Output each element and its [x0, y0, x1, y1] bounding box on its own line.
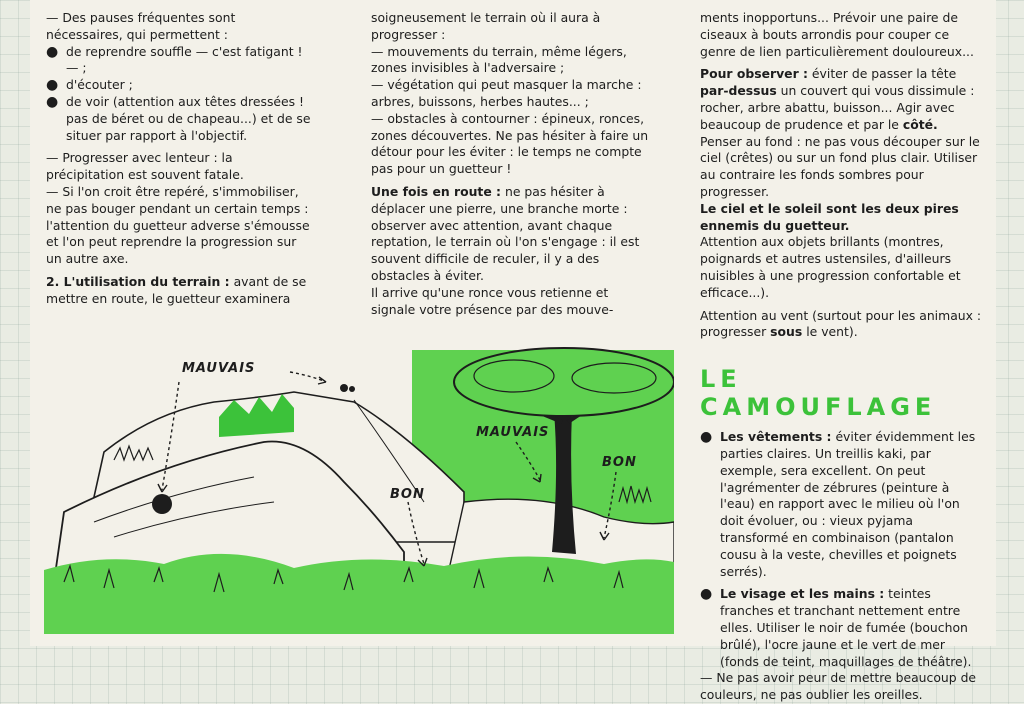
bullet-icon: ●	[46, 43, 59, 60]
label-mauvais: MAUVAIS	[182, 361, 256, 376]
paragraph: — Progresser avec lenteur : la précipitation est souvent fatale.	[46, 150, 244, 183]
paragraph-observer: Pour observer : éviter de passer la tête par-dessus un couvert qui vous dissimule : rocher, arbre abattu, buisson... Agir avec beaucoup de prudence et par le côté. Penser au fond : ne pas vous découper sur le ciel (crêtes) ou sur un fond plus clair. Utiliser au contraire les fonds sombres pour progresser.	[700, 66, 980, 199]
bullet-icon: ●	[46, 93, 59, 110]
paragraph: — Ne pas avoir peur de mettre beaucoup de couleurs, ne pas oublier les oreilles.	[700, 670, 977, 703]
paragraph-en-route: Une fois en route : ne pas hésiter à déplacer une pierre, une branche morte : observer avec attention, avant chaque reptation, le terrain où l'on s'engage : il est souvent difficile de reculer, il y a des obstacles à éviter.	[371, 183, 640, 283]
column-right	[700, 10, 982, 704]
section-title-terrain: 2. L'utilisation du terrain :	[46, 273, 230, 289]
paragraph: Il arrive qu'une ronce vous retienne et signale votre présence par des mouve-	[371, 284, 614, 317]
arrow	[290, 372, 326, 382]
paragraph: — végétation qui peut masquer la marche : arbres, buissons, herbes hautes... ;	[371, 77, 642, 109]
bullet-item: ● de reprendre souffle — c'est fatigant ! — ;	[46, 43, 303, 76]
rock	[152, 494, 172, 514]
paragraph: — mouvements du terrain, même légers, zones invisibles à l'adversaire ;	[371, 43, 627, 76]
paragraph: — Si l'on croit être repéré, s'immobiliser, ne pas bouger pendant un certain temps : l'attention du guetteur adverse s'émousse et l'on peut reprendre la progression sur un autre axe.	[46, 183, 310, 267]
foreground-grass	[44, 554, 674, 634]
bullet-icon: ●	[700, 586, 713, 603]
label-mauvais: MAUVAIS	[476, 425, 550, 440]
paragraph-vent: Attention au vent (surtout pour les animaux : progresser sous le vent).	[700, 307, 982, 340]
magazine-page	[30, 0, 996, 703]
label-bon: BON	[390, 487, 425, 502]
bullet-item: ● de voir (attention aux têtes dressées ! pas de béret ou de chapeau...) et de se situer par rapport à l'objectif.	[46, 93, 311, 143]
paragraph: — obstacles à contourner : épineux, ronces, zones découvertes. Ne pas hésiter à faire un détour pour les éviter : le temps ne compte pas pour un guetteur !	[371, 110, 649, 177]
column-left	[46, 10, 312, 308]
column-middle	[371, 10, 655, 318]
bullet-icon: ●	[46, 77, 59, 94]
lookout-figure	[340, 384, 348, 392]
bullet-item: ● Le visage et les mains : teintes franches et tranchant nettement entre elles. Utiliser le noir de fumée (bouchon brûlé), l'ocre jaune et le vert de mer (fonds de teint, maquillages de théâtre).	[700, 586, 972, 669]
paragraph-bold-warning: Le ciel et le soleil sont les deux pires ennemis du guetteur.	[700, 200, 959, 233]
terrain-illustration	[44, 342, 674, 634]
section-heading-camouflage: LE CAMOUFLAGE	[700, 365, 937, 422]
tree-crown	[454, 348, 674, 416]
paragraph: soigneusement le terrain où il aura à progresser :	[371, 10, 601, 42]
bullet-item: ● d'écouter ;	[46, 77, 133, 94]
paragraph-terrain: 2. L'utilisation du terrain : avant de se mettre en route, le guetteur examinera	[46, 273, 307, 306]
paragraph: ments inopportuns... Prévoir une paire de ciseaux à bouts arrondis pour couper ce genre de lien particulièrement douloureux...	[700, 10, 974, 59]
label-bon: BON	[602, 455, 637, 470]
bullet-icon: ●	[700, 429, 713, 446]
bullet-item: ● Les vêtements : éviter évidemment les parties claires. Un treillis kaki, par exemple, sera excellent. On peut l'agrémenter de zébrures (peinture à l'eau) en rapport avec le milieu où l'on doit évoluer, ou : vieux pyjama transformé en combinaison (pantalon cousu à la veste, chevilles et poignets serrés).	[700, 429, 976, 579]
paragraph-intro: — Des pauses fréquentes sont nécessaires, qui permettent :	[46, 10, 236, 42]
paragraph: Attention aux objets brillants (montres, poignards et autres ustensiles, d'ailleurs nuisibles à une progression confortable et efficace...).	[700, 234, 961, 300]
terrain-drawing	[44, 342, 674, 634]
